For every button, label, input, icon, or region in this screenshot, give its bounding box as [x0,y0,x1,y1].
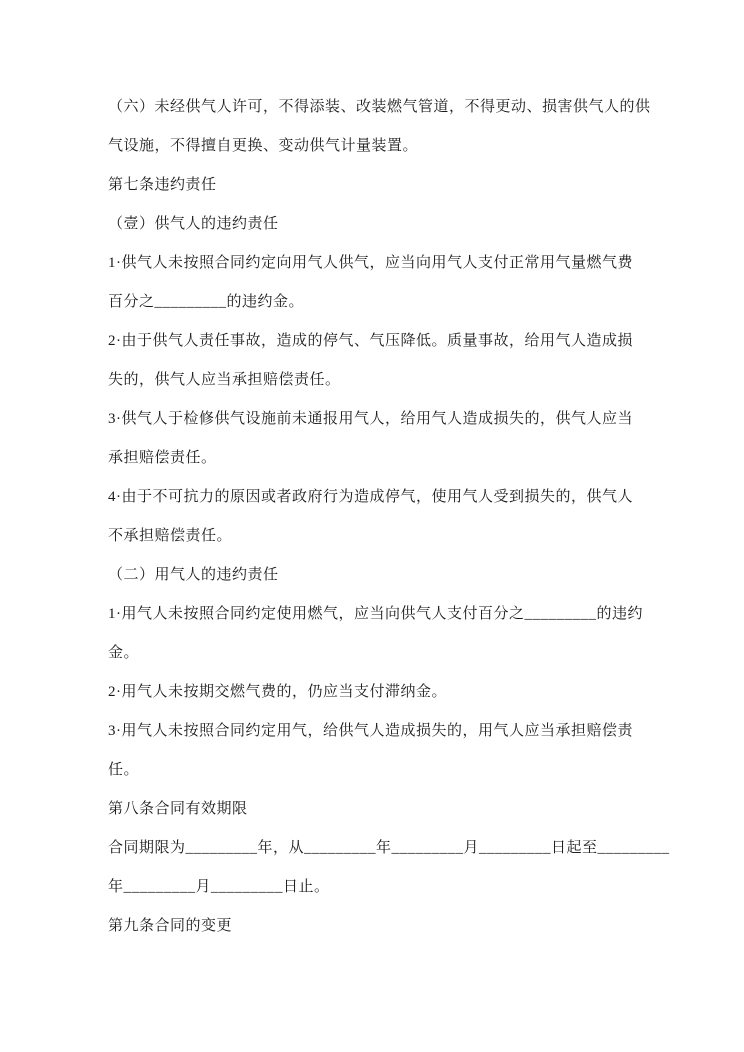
document-line: 1·供气人未按照合同约定向用气人供气，应当向用气人支付正常用气量燃气费 [108,255,633,271]
document-line-with-blank: 合同期限为_________年，从_________年_________月_________日起至_________ [108,840,670,856]
document-line: 金。 [108,645,140,661]
section-heading-article-9: 第九条合同的变更 [108,918,233,934]
document-line-with-blank: 1·用气人未按照合同约定使用燃气，应当向供气人支付百分之_________的违约 [108,606,643,622]
document-line: 3·用气人未按照合同约定用气，给供气人造成损失的，用气人应当承担赔偿责 [108,723,633,739]
document-line: 4·由于不可抗力的原因或者政府行为造成停气，使用气人受到损失的，供气人 [108,489,633,505]
subsection-heading-user-liability: （二）用气人的违约责任 [108,567,279,583]
document-line: 气设施，不得擅自更换、变动供气计量装置。 [108,138,419,154]
section-heading-article-7: 第七条违约责任 [108,177,217,193]
document-line-with-blank: 年_________月_________日止。 [108,879,330,895]
document-line: 任。 [108,762,140,778]
document-body [108,88,670,946]
section-heading-article-8: 第八条合同有效期限 [108,801,248,817]
document-line: 2·用气人未按期交燃气费的，仍应当支付滞纳金。 [108,684,447,700]
document-line: 2·由于供气人责任事故，造成的停气、气压降低。质量事故，给用气人造成损 [108,333,633,349]
subsection-heading-supplier-liability: （壹）供气人的违约责任 [108,216,279,232]
document-line: 不承担赔偿责任。 [108,528,233,544]
document-line: 承担赔偿责任。 [108,450,217,466]
document-line: （六）未经供气人许可，不得添装、改装燃气管道，不得更动、损害供气人的供 [108,99,651,115]
document-line: 3·供气人于检修供气设施前未通报用气人，给用气人造成损失的，供气人应当 [108,411,633,427]
document-line: 失的，供气人应当承担赔偿责任。 [108,372,341,388]
document-line-with-blank: 百分之_________的违约金。 [108,294,305,310]
